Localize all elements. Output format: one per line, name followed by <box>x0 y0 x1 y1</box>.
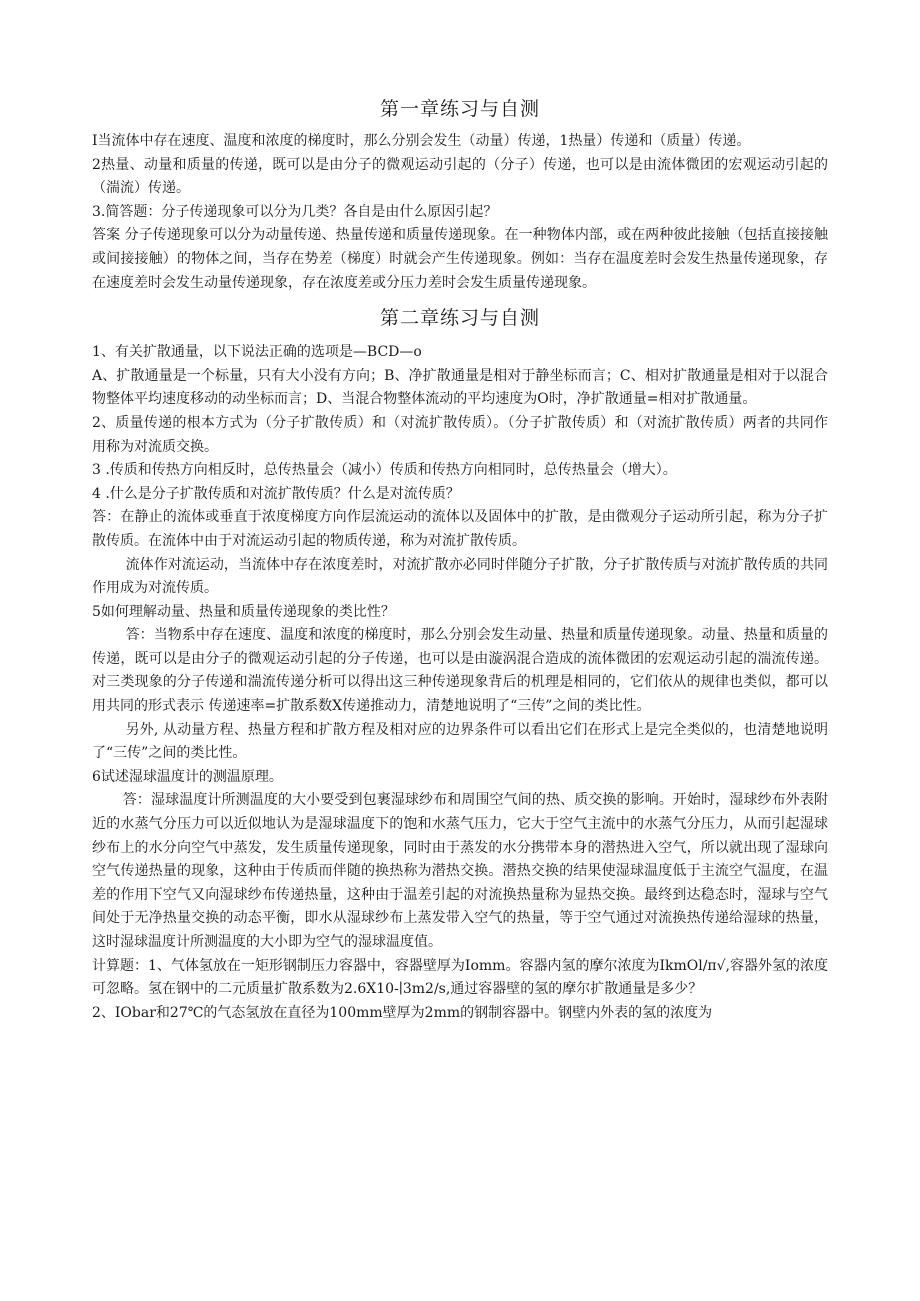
ch1-q3: 3.简答题：分子传递现象可以分为几类？各自是由什么原因引起？ <box>92 203 498 220</box>
chapter-1-title: 第一章练习与自测 <box>379 98 540 120</box>
chapter-2-title: 第二章练习与自测 <box>379 307 540 330</box>
ch2-q2: 2、质量传递的根本方式为（分子扩散传质）和（对流扩散传质）。（分子扩散传质）和（对流扩散传质）两者的共同作用称为对流质交换。 <box>92 414 828 455</box>
ch2-q1-options: A、扩散通量是一个标量，只有大小没有方向；B、净扩散通量是相对于静坐标而言；C、相对扩散通量是相对于以混合物整体平均速度移动的动坐标而言；D、当混合物整体流动的平均速度为O时，净扩散通量=相对扩散通量。 <box>92 367 828 408</box>
ch1-q2: 2热量、动量和质量的传递，既可以是由分子的微观运动引起的（分子）传递，也可以是由流体微团的宏观运动引起的（湍流）传递。 <box>92 156 828 197</box>
document-page <box>92 92 828 1025</box>
ch2-q4-answer-cont: 流体作对流运动，当流体中存在浓度差时，对流扩散亦必同时伴随分子扩散，分子扩散传质与对流扩散传质的共同作用成为对流传质。 <box>92 556 828 597</box>
ch2-calc-2: 2、IObar和27℃的气态氢放在直径为100mm壁厚为2mm的钢制容器中。钢壁内外表的氢的浓度为 <box>92 1004 713 1021</box>
ch2-calc-1: 计算题：1、气体氢放在一矩形钢制压力容器中，容器壁厚为Iomm。容器内氢的摩尔浓度为IkmOl∕π√,容器外氢的浓度可忽略。氢在钢中的二元质量扩散系数为2.6X10-∣3m2∕s,通过容器壁的氢的摩尔扩散通量是多少？ <box>92 957 828 998</box>
ch2-q1: 1、有关扩散通量，以下说法正确的选项是—BCD—o <box>92 344 422 361</box>
ch2-q5-answer: 答：当物系中存在速度、温度和浓度的梯度时，那么分别会发生动量、热量和质量传递现象。动量、热量和质量的传递，既可以是由分子的微观运动引起的分子传递，也可以是由漩涡混合造成的流体微团的宏观运动引起的湍流传递。对三类现象的分子传递和湍流传递分析可以得出这三种传递现象背后的机理是相同的，它们依从的规律也类似，都可以用共同的形式表示 传递速率=扩散系数X传递推动力，清楚地说明了“三传”之间的类比性。 <box>92 627 828 715</box>
ch1-q1: I当流体中存在速度、温度和浓度的梯度时，那么分别会发生（动量）传递，1热量）传递和（质量）传递。 <box>92 133 751 149</box>
ch2-q3: 3 .传质和传热方向相反时，总传热量会（减小）传质和传热方向相同时，总传热量会（增大）。 <box>92 462 677 479</box>
ch1-answer: 答案 分子传递现象可以分为动量传递、热量传递和质量传递现象。在一种物体内部，或在两种彼此接触（包括直接接触或间接接触）的物体之间，当存在势差（梯度）时就会产生传递现象。例如：当存在温度差时会发生热量传递现象，存在速度差时会发生动量传递现象，存在浓度差或分压力差时会发生质量传递现象。 <box>92 227 828 291</box>
ch2-q5: 5如何理解动量、热量和质量传递现象的类比性？ <box>92 603 395 620</box>
ch2-q4: 4 .什么是分子扩散传质和对流扩散传质？什么是对流传质？ <box>92 485 460 502</box>
ch2-q5-answer-cont: 另外, 从动量方程、热量方程和扩散方程及相对应的边界条件可以看出它们在形式上是完全类似的，也清楚地说明了“三传”之间的类比性。 <box>92 721 828 762</box>
ch2-q4-answer: 答：在静止的流体或垂直于浓度梯度方向作层流运动的流体以及固体中的扩散，是由微观分子运动所引起，称为分子扩散传质。在流体中由于对流运动引起的物质传递，称为对流扩散传质。 <box>92 509 828 549</box>
ch2-q6: 6试述湿球温度计的测温原理。 <box>92 768 283 785</box>
ch2-q6-answer: 答：湿球温度计所测温度的大小要受到包裹湿球纱布和周围空气间的热、质交换的影响。开始时，湿球纱布外表附近的水蒸气分压力可以近似地认为是湿球温度下的饱和水蒸气压力，它大于空气主流中的水蒸气分压力，从而引起湿球纱布上的水分向空气中蒸发，发生质量传递现象，同时由于蒸发的水分携带本身的潜热进入空气，所以就出现了湿球向空气传递热量的现象，这种由于传质而伴随的换热称为潜热交换。潜热交换的结果使湿球温度低于主流空气温度，在温差的作用下空气又向湿球纱布传递热量，这种由于温差引起的对流换热量称为显热交换。最终到达稳态时，湿球与空气间处于无净热量交换的动态平衡，即水从湿球纱布上蒸发带入空气的热量，等于空气通过对流换热传递给湿球的热量，这时湿球温度计所测温度的大小即为空气的湿球温度值。 <box>92 792 828 950</box>
